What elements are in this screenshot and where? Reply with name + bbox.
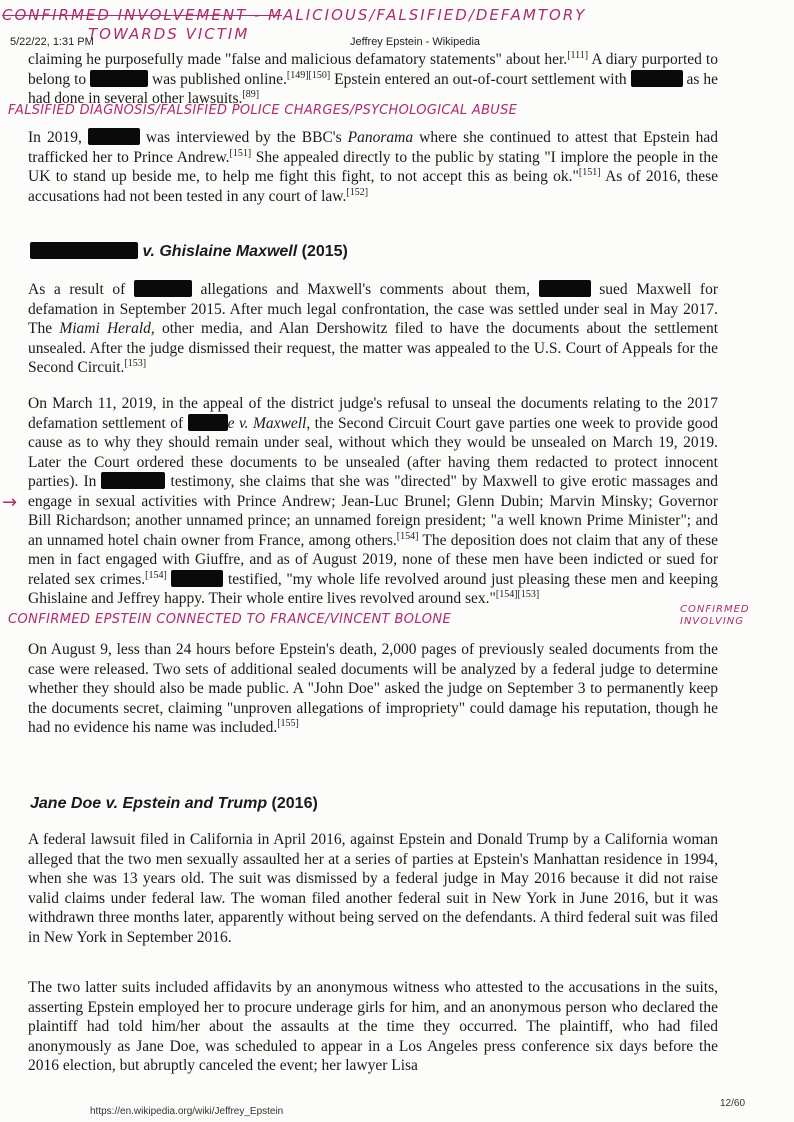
section-heading-maxwell: v. Ghislaine Maxwell (2015)	[30, 242, 348, 261]
annotation-strikethrough	[2, 15, 282, 16]
footer-source-url: https://en.wikipedia.org/wiki/Jeffrey_Epstein	[90, 1106, 284, 1117]
header-title: Jeffrey Epstein - Wikipedia	[350, 36, 481, 48]
annotation-arrow: →	[2, 492, 18, 513]
footer-page-number: 12/60	[720, 1098, 746, 1109]
redaction-bar	[101, 472, 165, 489]
annotation-mid2: CONFIRMED EPSTEIN CONNECTED TO FRANCE/VINCENT BOLONE	[8, 612, 452, 627]
paragraph-2: In 2019, was interviewed by the BBC's Panorama where she continued to attest that Epstein had trafficked her to Prince Andrew.[151] She appealed directly to the public by stating "I implore the people in the UK to stand up beside me, to help me fight this fight, to not accept this as being ok."[151] As of 2016, these accusations had not been tested in any court of law.[152]	[28, 129, 718, 205]
paragraph-3: As a result of allegations and Maxwell's comments about them, sued Maxwell for defamation in September 2015. After much legal confrontation, the case was settled under seal in May 2017. The Miami Herald, other media, and Alan Dershowitz filed to have the documents about the settlement unsealed. After the judge dismissed their request, the matter was appealed to the U.S. Court of Appeals for the Second Circuit.[153]	[28, 281, 719, 376]
redaction-bar	[90, 70, 148, 87]
annotation-mid1: FALSIFIED DIAGNOSIS/FALSIFIED POLICE CHARGES/PSYCHOLOGICAL ABUSE	[8, 103, 518, 118]
header-timestamp: 5/22/22, 1:31 PM	[10, 36, 94, 48]
annotation-side-note: CONFIRMED INVOLVING	[680, 604, 750, 627]
annotation-top-line1: CONFIRMED INVOLVEMENT - MALICIOUS/FALSIFIED/DEFAMTORY	[2, 6, 587, 24]
redaction-bar	[539, 280, 591, 297]
section-heading-jane-doe: Jane Doe v. Epstein and Trump (2016)	[30, 795, 318, 812]
redaction-bar	[188, 414, 228, 431]
annotation-top-line2: TOWARDS VICTIM	[88, 25, 250, 43]
paragraph-4: On March 11, 2019, in the appeal of the district judge's refusal to unseal the documents relating to the 2017 defamation settlement of e v. Maxwell, the Second Circuit Court gave parties one week to provide good cause as to why they should remain under seal, without which they would be unsealed on March 19, 2019. Later the Court ordered these documents to be unsealed (after having them redacted to protect innocent parties). In testimony, she claims that she was "directed" by Maxwell to give erotic massages and engage in sexual activities with Prince Andrew; Jean-Luc Brunel; Glenn Dubin; Marvin Minsky; Governor Bill Richardson; another unnamed prince; an unnamed foreign president; "a well known Prime Minister"; and an unnamed hotel chain owner from France, among others.[154] The deposition does not claim that any of these men in fact engaged with Giuffre, and as of August 2019, none of these men have been indicted or sued for related sex crimes.[154] testified, "my whole life revolved around just pleasing these men and keeping Ghislaine and Jeffrey happy. Their whole entire lives revolved around sex."[154][153]	[28, 395, 719, 607]
paragraph-1: claiming he purposefully made "false and malicious defamatory statements" about her.[111] A diary purported to belong to was published online.[149][150] Epstein entered an out-of-court settlement with as he had done in several other lawsuits.[89]	[28, 49, 718, 107]
paragraph-5: On August 9, less than 24 hours before Epstein's death, 2,000 pages of previously sealed documents from the case were released. Two sets of additional sealed documents will be analyzed by a federal judge to determine whether they should also be made public. A "John Doe" asked the judge on September 3 to permanently keep the documents secret, claiming "unproven allegations of impropriety" could damage his reputation, though he had no evidence his name was included.[155]	[28, 641, 718, 736]
redaction-bar	[88, 128, 140, 145]
redaction-bar	[30, 242, 138, 259]
paragraph-6: A federal lawsuit filed in California in April 2016, against Epstein and Donald Trump by a California woman alleged that the two men sexually assaulted her at a series of parties at Epstein's Manhattan residence in 1994, when she was 13 years old. The suit was dismissed by a federal judge in May 2016 because it did not raise valid claims under federal law. The woman filed another federal suit in New York in June 2016, but it was withdrawn three months later, apparently without being served on the defendants. A third federal suit was filed in New York in September 2016.	[28, 831, 718, 946]
redaction-bar	[134, 280, 192, 297]
paragraph-7: The two latter suits included affidavits by an anonymous witness who attested to the accusations in the suits, asserting Epstein employed her to procure underage girls for him, and an anonymous person who declared the plaintiff had told him/her about the assaults at the time they occurred. The plaintiff, who had filed anonymously as Jane Doe, was scheduled to appear in a Los Angeles press conference six days before the 2016 election, but abruptly canceled the event; her lawyer Lisa	[28, 979, 718, 1074]
redaction-bar	[631, 70, 683, 87]
redaction-bar	[171, 570, 223, 587]
